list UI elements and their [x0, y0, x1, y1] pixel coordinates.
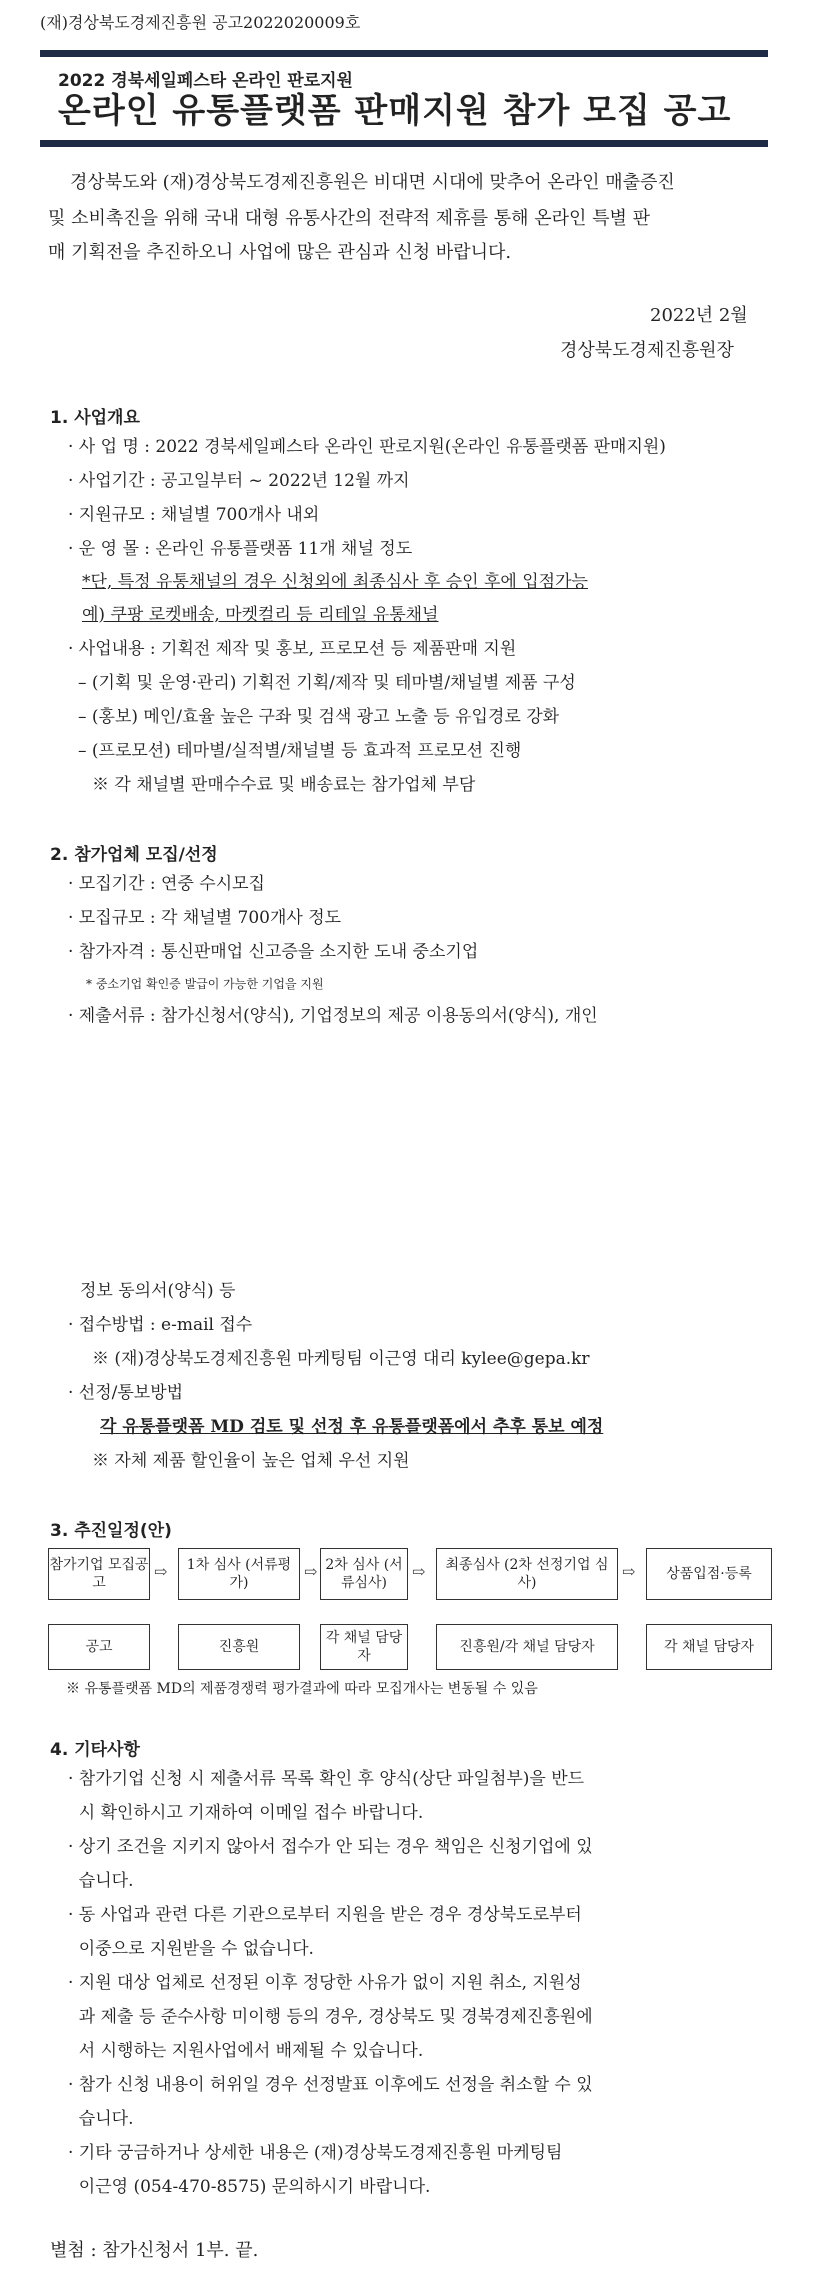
- s4-line: · 참가기업 신청 시 제출서류 목록 확인 후 양식(상단 파일첨부)을 반드: [68, 1769, 585, 1789]
- s2-method: · 접수방법 : e-mail 접수: [68, 1315, 253, 1335]
- issuer: 경상북도경제진흥원장: [560, 340, 734, 361]
- s4-line: · 상기 조건을 지키지 않아서 접수가 안 되는 경우 책임은 신청기업에 있: [68, 1837, 593, 1857]
- s2-docs-cont: 정보 동의서(양식) 등: [80, 1281, 236, 1301]
- s1-note: *단, 특정 유통채널의 경우 신청외에 최종심사 후 승인 후에 입점가능: [82, 572, 588, 592]
- s2-line: · 참가자격 : 통신판매업 신고증을 소지한 도내 중소기업: [68, 942, 479, 962]
- step-box: 상품입점·등록: [646, 1548, 772, 1600]
- owner-box: 각 채널 담당자: [320, 1624, 408, 1670]
- section-3-heading: 3. 추진일정(안): [50, 1521, 172, 1541]
- step-box: 최종심사 (2차 선정기업 심사): [436, 1548, 618, 1600]
- s2-notify-bold: 각 유통플랫폼 MD 검토 및 선정 후 유통플랫폼에서 추후 통보 예정: [100, 1417, 604, 1437]
- s2-line: · 모집규모 : 각 채널별 700개사 정도: [68, 908, 342, 928]
- s2-small-note: * 중소기업 확인증 발급이 가능한 기업을 지원: [86, 977, 324, 991]
- s2-notify-note: ※ 자체 제품 할인율이 높은 업체 우선 지원: [92, 1451, 410, 1471]
- document-number: (재)경상북도경제진흥원 공고2022020009호: [40, 13, 361, 32]
- s1-note: ※ 각 채널별 판매수수료 및 배송료는 참가업체 부담: [92, 775, 476, 795]
- intro-line-1: 경상북도와 (재)경상북도경제진흥원은 비대면 시대에 맞추어 온라인 매출증진: [70, 172, 675, 193]
- s1-line: · 사업내용 : 기획전 제작 및 홍보, 프로모션 등 제품판매 지원: [68, 639, 517, 659]
- step-box: 1차 심사 (서류평가): [178, 1548, 300, 1600]
- s4-line: 이근영 (054-470-8575) 문의하시기 바랍니다.: [68, 2177, 431, 2197]
- s1-line: – (기획 및 운영·관리) 기획전 기획/제작 및 테마별/채널별 제품 구성: [78, 673, 576, 693]
- intro-line-3: 매 기획전을 추진하오니 사업에 많은 관심과 신청 바랍니다.: [48, 242, 512, 263]
- attachment-note: 별첨 : 참가신청서 1부. 끝.: [50, 2240, 259, 2261]
- section-4-heading: 4. 기타사항: [50, 1740, 140, 1760]
- s4-line: 습니다.: [68, 1871, 134, 1891]
- subtitle: 2022 경북세일페스타 온라인 판로지원: [58, 71, 353, 91]
- s1-line: · 지원규모 : 채널별 700개사 내외: [68, 505, 320, 525]
- s4-line: 서 시행하는 지원사업에서 배제될 수 있습니다.: [68, 2041, 424, 2061]
- s2-notify: · 선정/통보방법: [68, 1383, 184, 1403]
- page-title: 온라인 유통플랫폼 판매지원 참가 모집 공고: [58, 91, 732, 131]
- s3-note: ※ 유통플랫폼 MD의 제품경쟁력 평가결과에 따라 모집개사는 변동될 수 있음: [66, 1681, 538, 1697]
- step-box: 참가기업 모집공고: [48, 1548, 150, 1600]
- bottom-rule: [40, 140, 768, 147]
- intro-line-2: 및 소비촉진을 위해 국내 대형 유통사간의 전략적 제휴를 통해 온라인 특별 판: [48, 208, 650, 229]
- s1-line: – (홍보) 메인/효율 높은 구좌 및 검색 광고 노출 등 유입경로 강화: [78, 707, 560, 727]
- s4-line: 시 확인하시고 기재하여 이메일 접수 바랍니다.: [68, 1803, 424, 1823]
- top-rule: [40, 50, 768, 57]
- step-box: 2차 심사 (서류심사): [320, 1548, 408, 1600]
- s1-line: · 사업기간 : 공고일부터 ~ 2022년 12월 까지: [68, 471, 410, 491]
- owner-box: 진흥원/각 채널 담당자: [436, 1624, 618, 1670]
- arrow-right-icon: ⇨: [622, 1562, 636, 1581]
- owner-box: 진흥원: [178, 1624, 300, 1670]
- owner-box: 각 채널 담당자: [646, 1624, 772, 1670]
- s4-line: · 지원 대상 업체로 선정된 이후 정당한 사유가 없이 지원 취소, 지원성: [68, 1973, 582, 1993]
- s1-line: · 사 업 명 : 2022 경북세일페스타 온라인 판로지원(온라인 유통플랫폼 판매지원): [68, 437, 666, 457]
- s4-line: 습니다.: [68, 2109, 134, 2129]
- arrow-right-icon: ⇨: [304, 1562, 318, 1581]
- issue-date: 2022년 2월: [650, 305, 748, 326]
- s1-line: – (프로모션) 테마별/실적별/채널별 등 효과적 프로모션 진행: [78, 741, 522, 761]
- s2-docs: · 제출서류 : 참가신청서(양식), 기업정보의 제공 이용동의서(양식), 개인: [68, 1006, 598, 1026]
- section-1-heading: 1. 사업개요: [50, 408, 140, 428]
- s4-line: 이중으로 지원받을 수 없습니다.: [68, 1939, 314, 1959]
- arrow-right-icon: ⇨: [412, 1562, 426, 1581]
- s2-line: · 모집기간 : 연중 수시모집: [68, 874, 265, 894]
- s2-method-note: ※ (재)경상북도경제진흥원 마케팅팀 이근영 대리 kylee@gepa.kr: [92, 1349, 590, 1369]
- s1-note: 예) 쿠팡 로켓배송, 마켓컬리 등 리테일 유통채널: [82, 605, 439, 625]
- s4-line: · 참가 신청 내용이 허위일 경우 선정발표 이후에도 선정을 취소할 수 있: [68, 2075, 593, 2095]
- section-2-heading: 2. 참가업체 모집/선정: [50, 845, 218, 865]
- s4-line: · 동 사업과 관련 다른 기관으로부터 지원을 받은 경우 경상북도로부터: [68, 1905, 582, 1925]
- s4-line: 과 제출 등 준수사항 미이행 등의 경우, 경상북도 및 경북경제진흥원에: [68, 2007, 593, 2027]
- owner-box: 공고: [48, 1624, 150, 1670]
- arrow-right-icon: ⇨: [154, 1562, 168, 1581]
- s1-line: · 운 영 몰 : 온라인 유통플랫폼 11개 채널 정도: [68, 539, 413, 559]
- s4-line: · 기타 궁금하거나 상세한 내용은 (재)경상북도경제진흥원 마케팅팀: [68, 2143, 563, 2163]
